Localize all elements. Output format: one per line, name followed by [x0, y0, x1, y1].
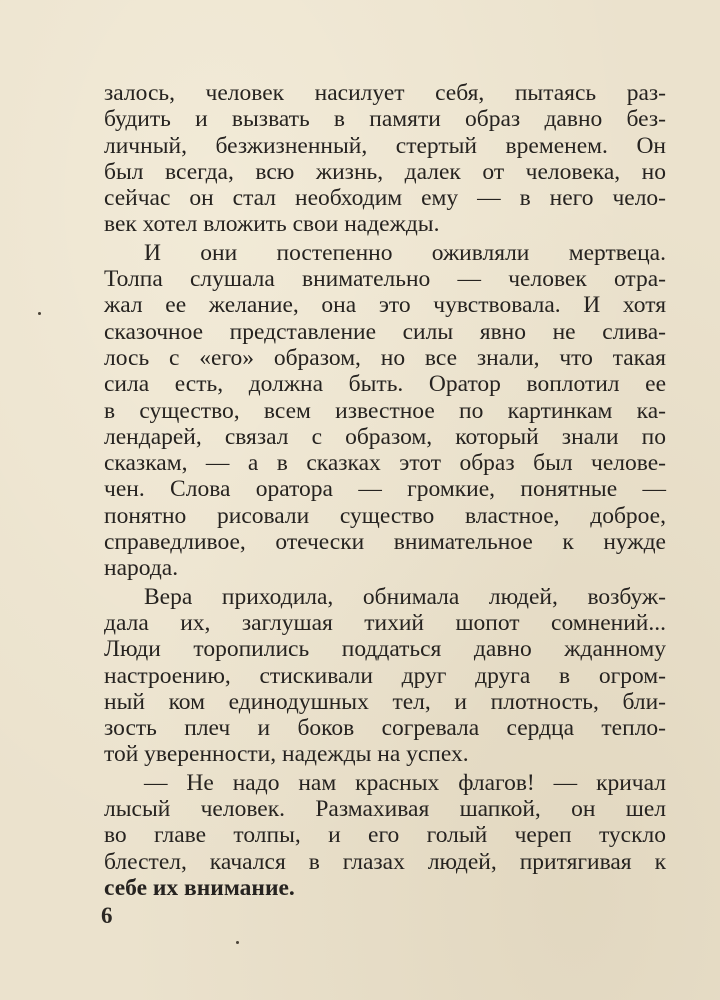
text-line: лось с «его» образом, но все знали, что такая	[104, 344, 666, 371]
text-line: сейчас он стал необходим ему — в него чело-	[104, 185, 666, 212]
print-speck	[236, 941, 239, 944]
paragraph-4	[104, 770, 666, 901]
text-line: будить и вызвать в памяти образ давно без-	[104, 106, 666, 133]
text-line: сила есть, должна быть. Оратор воплотил ее	[104, 371, 666, 398]
text-line: блестел, качался в глазах людей, притягивая к	[104, 848, 666, 875]
print-speck	[38, 312, 41, 315]
text-line: залось, человек насилует себя, пытаясь раз-	[104, 80, 666, 106]
paragraph-1	[104, 80, 666, 238]
text-line: в существо, всем известное по картинкам ка-	[104, 397, 666, 424]
text-line: народа.	[104, 555, 179, 582]
text-line: той уверенности, надежды на успех.	[104, 741, 469, 768]
text-line: дала их, заглушая тихий шопот сомнений...	[104, 609, 666, 636]
text-line: — Не надо нам красных флагов! — кричал	[144, 769, 666, 796]
text-line: лысый человек. Размахивая шапкой, он шел	[104, 796, 666, 823]
text-line: И они постепенно оживляли мертвеца.	[144, 239, 666, 266]
text-line: чен. Слова оратора — громкие, понятные —	[104, 476, 666, 503]
text-line: справедливое, отечески внимательное к нужде	[104, 529, 666, 556]
text-line: век хотел вложить свои надежды.	[104, 211, 440, 238]
text-line: сказочное представление силы явно не слива-	[104, 318, 666, 345]
paragraph-2	[104, 240, 666, 582]
text-line: Толпа слушала внимательно — человек отра-	[104, 266, 666, 293]
text-line: понятно рисовали существо властное, доброе,	[104, 502, 666, 529]
text-line: был всегда, всю жизнь, далек от человека, но	[104, 158, 666, 185]
text-line: лендарей, связал с образом, который знали по	[104, 423, 666, 450]
text-line: ный ком единодушных тел, и плотность, бли-	[104, 688, 666, 715]
page-number: 6	[101, 903, 113, 928]
text-line: себе их внимание.	[104, 874, 295, 901]
text-line: Люди торопились поддаться давно жданному	[104, 636, 666, 663]
text-line: настроению, стискивали друг друга в огром-	[104, 662, 666, 689]
paragraph-3	[104, 584, 666, 768]
text-line: во главе толпы, и его голый череп тускло	[104, 822, 666, 849]
text-line: личный, безжизненный, стертый временем. Он	[104, 132, 666, 159]
text-line: Вера приходила, обнимала людей, возбуж-	[144, 583, 666, 610]
body-text	[104, 80, 666, 903]
text-line: зость плеч и боков согревала сердца тепло-	[104, 715, 666, 742]
text-line: жал ее желание, она это чувствовала. И хотя	[104, 292, 666, 319]
text-line: сказкам, — а в сказках этот образ был челове-	[104, 450, 666, 477]
